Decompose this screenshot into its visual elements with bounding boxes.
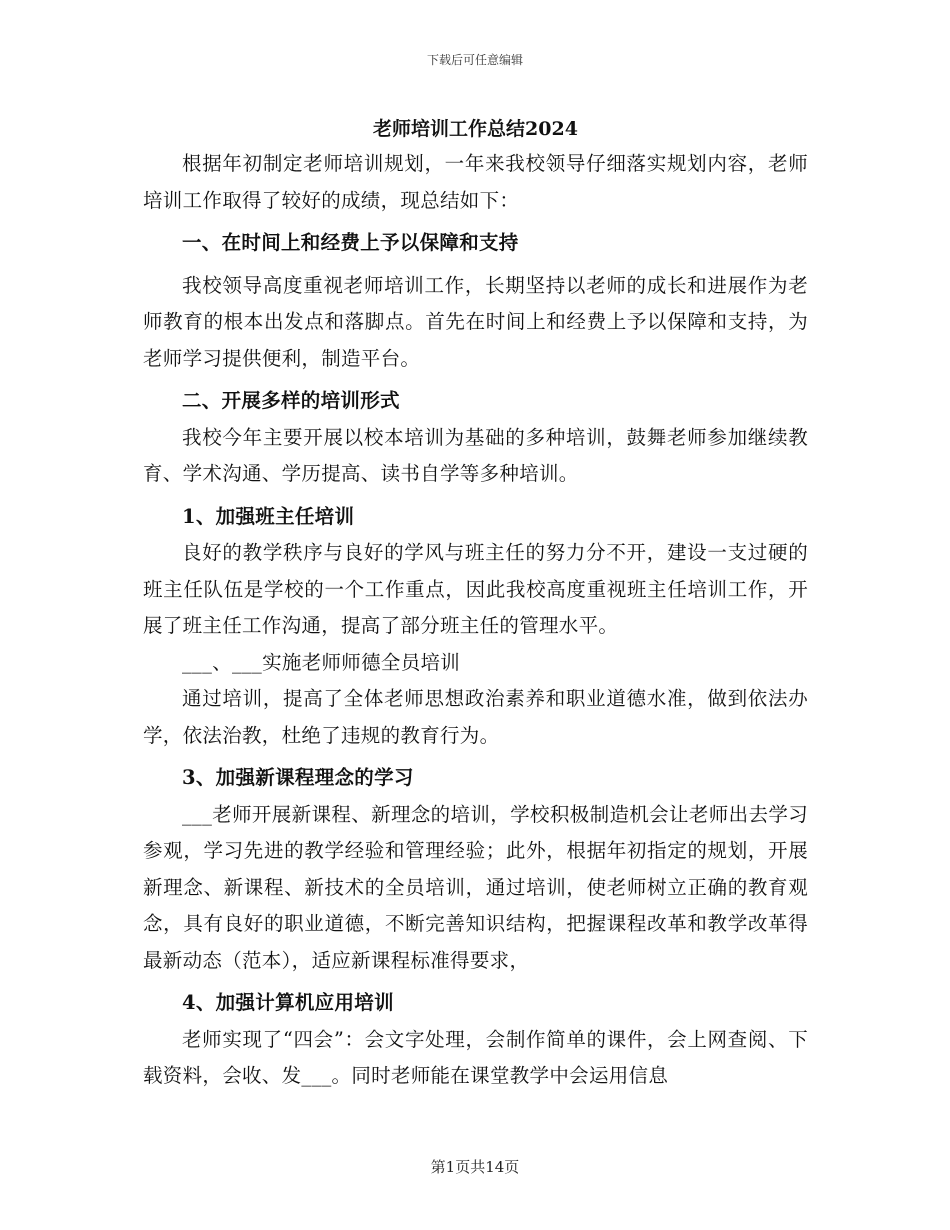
item-1-paragraph: 良好的教学秩序与良好的学风与班主任的努力分不开，建设一支过硬的班主任队伍是学校的一个工作重点，因此我校高度重视班主任培训工作，开展了班主任工作沟通，提高了部分班主任的管理水平。 [143, 541, 808, 637]
section-1-heading: 一、在时间上和经费上予以保障和支持 [182, 231, 519, 254]
item-3-paragraph: ___老师开展新课程、新理念的培训，学校积极制造机会让老师出去学习参观，学习先进的教学经验和管理经验；此外，根据年初指定的规划，开展新理念、新课程、新技术的全员培训，通过培训，使老师树立正确的教育观念，具有良好的职业道德，不断完善知识结构，把握课程改革和教学改革得最新动态（范本），适应新课程标准得要求， [143, 802, 808, 972]
item-3-heading: 3、加强新课程理念的学习 [182, 766, 414, 789]
section-1-paragraph: 我校领导高度重视老师培训工作，长期坚持以老师的成长和进展作为老师教育的根本出发点和落脚点。首先在时间上和经费上予以保障和支持，为老师学习提供便利，制造平台。 [143, 273, 808, 370]
document-body [143, 112, 808, 1095]
item-1-heading: 1、加强班主任培训 [182, 504, 355, 528]
page-number-footer: 第1页共14页 [430, 1158, 520, 1176]
item-2-heading: ___、___实施老师师德全员培训 [182, 650, 461, 674]
page-header-note: 下载后可任意编辑 [426, 53, 523, 67]
document-title: 老师培训工作总结2024 [373, 118, 578, 140]
item-4-paragraph: 老师实现了“四会”：会文字处理，会制作简单的课件，会上网查阅、下载资料，会收、发___。同时老师能在课堂教学中会运用信息 [143, 1027, 808, 1087]
item-2-paragraph: 通过培训，提高了全体老师思想政治素养和职业道德水准，做到依法办学，依法治教，杜绝了违规的教育行为。 [143, 687, 808, 747]
section-2-paragraph: 我校今年主要开展以校本培训为基础的多种培训，鼓舞老师参加继续教育、学术沟通、学历提高、读书自学等多种培训。 [143, 425, 808, 485]
intro-paragraph: 根据年初制定老师培训规划，一年来我校领导仔细落实规划内容，老师培训工作取得了较好的成绩，现总结如下： [143, 152, 808, 212]
section-2-heading: 二、开展多样的培训形式 [182, 389, 400, 412]
item-4-heading: 4、加强计算机应用培训 [182, 991, 394, 1014]
